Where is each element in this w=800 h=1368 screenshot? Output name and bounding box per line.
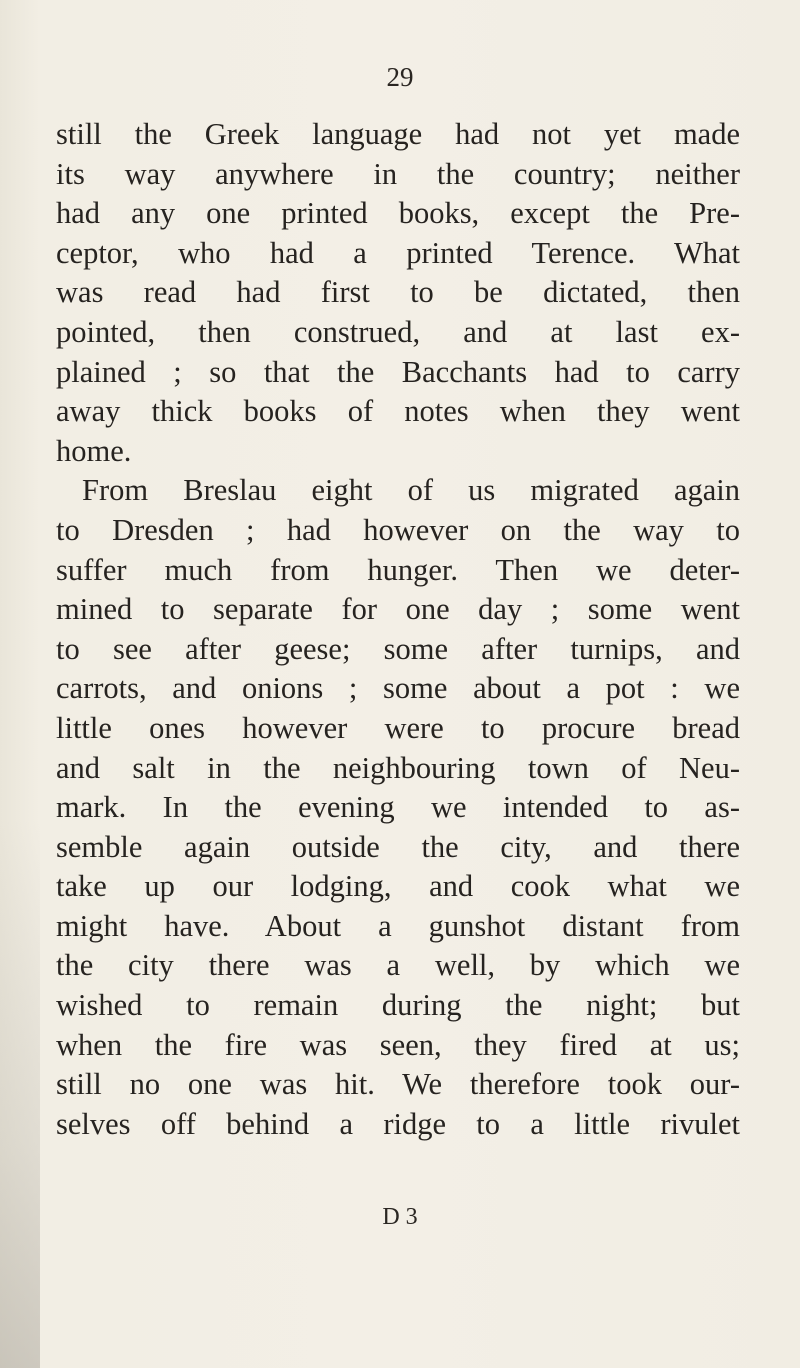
page-number: 29: [386, 62, 414, 92]
text-line: and salt in the neighbouring town of Neu-: [56, 750, 740, 785]
text-line: mined to separate for one day ; some went: [56, 592, 740, 627]
signature-mark: D 3: [382, 1204, 418, 1230]
page-edge-shadow: [0, 820, 40, 1368]
text-line: to Dresden ; had however on the way to: [56, 512, 740, 547]
text-line: From Breslau eight of us migrated again: [82, 473, 740, 508]
text-line: to see after geese; some after turnips, and: [56, 631, 740, 666]
text-line: away thick books of notes when they went: [56, 394, 740, 429]
text-line: the city there was a well, by which we: [56, 948, 740, 983]
text-line: might have. About a gunshot distant from: [56, 908, 740, 943]
text-line: when the fire was seen, they fired at us;: [56, 1027, 740, 1062]
text-line: mark. In the evening we intended to as-: [56, 790, 740, 825]
text-line: ceptor, who had a printed Terence. What: [56, 235, 740, 270]
text-line: still no one was hit. We therefore took our-: [56, 1067, 740, 1102]
text-line: carrots, and onions ; some about a pot : we: [56, 671, 740, 706]
text-line: little ones however were to procure bread: [56, 710, 740, 745]
text-line: home.: [56, 433, 132, 468]
text-line: had any one printed books, except the Pre-: [56, 196, 740, 231]
text-line: was read had first to be dictated, then: [56, 275, 740, 310]
text-line: pointed, then construed, and at last ex-: [56, 314, 740, 349]
text-line: still the Greek language had not yet made: [56, 117, 740, 151]
text-line: plained ; so that the Bacchants had to carry: [56, 354, 740, 389]
text-line: wished to remain during the night; but: [56, 988, 740, 1023]
text-line: its way anywhere in the country; neither: [56, 156, 740, 191]
text-line: suffer much from hunger. Then we deter-: [56, 552, 740, 587]
body-text: [56, 115, 740, 1144]
text-line: semble again outside the city, and there: [56, 829, 740, 864]
text-line: selves off behind a ridge to a little rivulet: [56, 1106, 740, 1141]
text-line: take up our lodging, and cook what we: [56, 869, 740, 904]
